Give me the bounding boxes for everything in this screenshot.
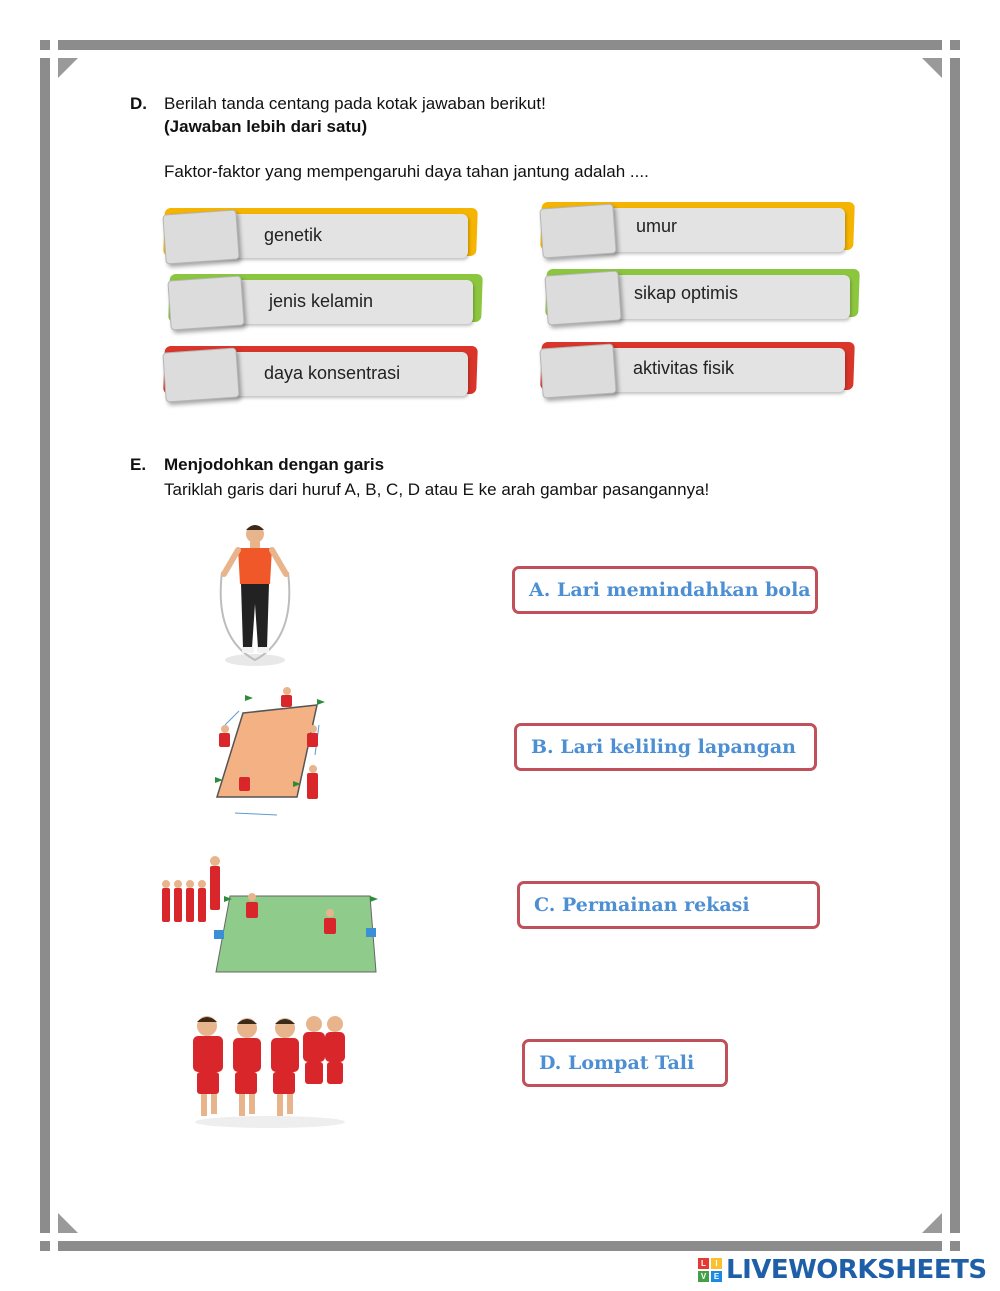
corner-square-tr — [950, 40, 960, 50]
option-label: genetik — [264, 225, 323, 245]
section-d-note: (Jawaban lebih dari satu) — [164, 117, 368, 136]
ball-relay-illustration — [158, 852, 380, 977]
answer-option-sikap-optimis — [546, 269, 861, 325]
frame-top-border — [58, 40, 942, 50]
option-label: sikap optimis — [634, 283, 739, 303]
answer-checkbox[interactable] — [162, 347, 239, 402]
section-e-instruction: Tariklah garis dari huruf A, B, C, D atau E ke arah gambar pasangannya! — [164, 480, 710, 499]
answer-checkbox[interactable] — [539, 343, 616, 398]
logo-letter: I — [711, 1258, 722, 1269]
option-label: aktivitas fisik — [633, 358, 735, 378]
corner-triangle-bl — [58, 1213, 78, 1233]
group-running-illustration — [185, 1012, 355, 1132]
option-label: jenis kelamin — [269, 291, 374, 311]
section-d-question: Faktor-faktor yang mempengaruhi daya tahan jantung adalah .... — [164, 162, 649, 181]
running-around-field-illustration — [205, 685, 335, 825]
answer-option-genetik — [164, 208, 479, 264]
corner-square-bl — [40, 1241, 50, 1251]
logo-letter: V — [698, 1271, 709, 1282]
match-option-b[interactable]: B. Lari keliling lapangan — [514, 723, 817, 771]
section-d-letter: D. — [130, 94, 147, 113]
corner-square-tl — [40, 40, 50, 50]
option-label: daya konsentrasi — [264, 363, 401, 383]
answer-checkbox[interactable] — [544, 270, 621, 325]
logo-text: LIVEWORKSHEETS — [726, 1255, 987, 1285]
corner-triangle-br — [922, 1213, 942, 1233]
jump-rope-illustration — [210, 520, 300, 670]
answer-option-daya-konsentrasi — [164, 346, 479, 402]
corner-square-br — [950, 1241, 960, 1251]
answer-option-jenis-kelamin — [169, 274, 484, 330]
answer-option-aktivitas-fisik — [541, 342, 856, 398]
frame-bottom-border — [58, 1241, 942, 1251]
option-label: umur — [636, 216, 678, 236]
match-option-d[interactable]: D. Lompat Tali — [522, 1039, 728, 1087]
section-e-letter: E. — [130, 455, 147, 474]
frame-left-border — [40, 58, 50, 1233]
logo-letter: E — [711, 1271, 722, 1282]
answer-checkbox[interactable] — [167, 275, 244, 330]
match-option-c[interactable]: C. Permainan rekasi — [517, 881, 820, 929]
frame-right-border — [950, 58, 960, 1233]
corner-triangle-tr — [922, 58, 942, 78]
answer-option-umur — [541, 202, 856, 258]
liveworksheets-logo — [698, 1256, 987, 1284]
answer-checkbox[interactable] — [539, 203, 616, 258]
answer-checkbox[interactable] — [162, 209, 239, 264]
corner-triangle-tl — [58, 58, 78, 78]
logo-letter: L — [698, 1258, 709, 1269]
section-e-title: Menjodohkan dengan garis — [164, 455, 385, 474]
section-d-instruction: Berilah tanda centang pada kotak jawaban berikut! — [164, 94, 546, 113]
logo-icon — [698, 1258, 722, 1282]
match-option-a[interactable]: A. Lari memindahkan bola — [512, 566, 818, 614]
